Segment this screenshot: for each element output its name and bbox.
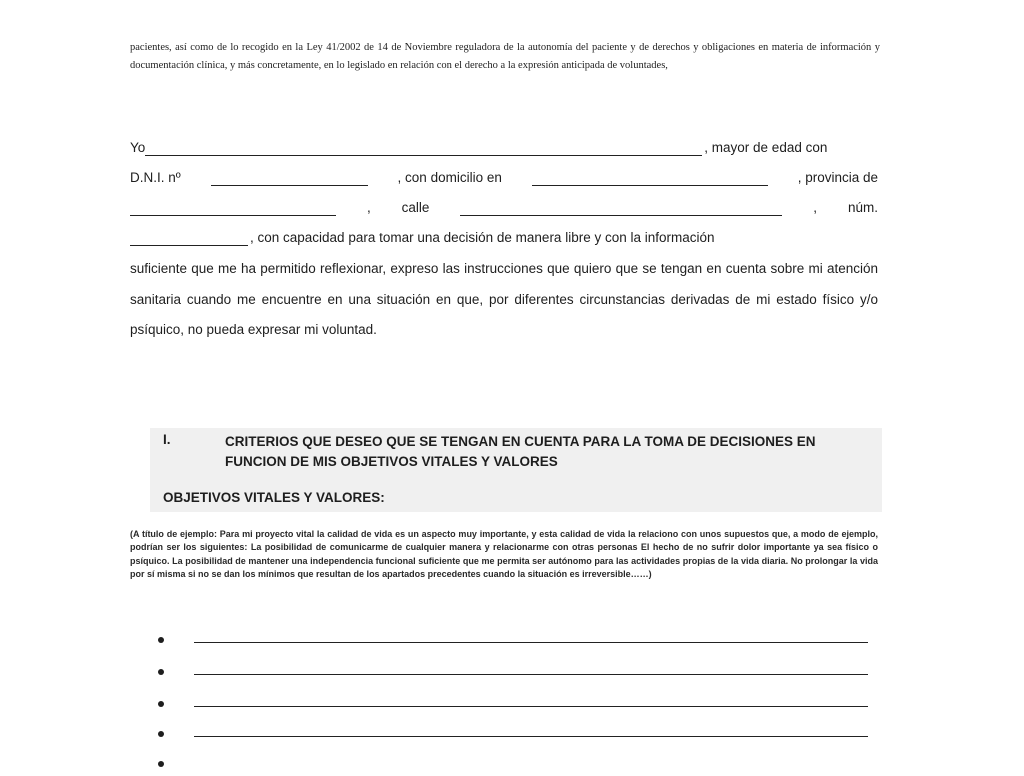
bullet-underline [194,642,868,643]
form-line-yo [130,138,878,156]
label-provincia: , provincia de [797,170,878,185]
provincia-field[interactable] [130,201,336,216]
form-line-dni [130,168,878,186]
num-field[interactable] [130,231,248,246]
section-subtitle: OBJETIVOS VITALES Y VALORES: [163,490,385,505]
label-yo: Yo [130,140,146,155]
bullet-underline [194,674,868,675]
form-paragraph: suficiente que me ha permitido reflexionar, expreso las instrucciones que quiero que se tengan en cuenta sobre mi atención sanitaria cuando me encuentre en una situación en que, por diferentes circunstancias derivadas de mi estado físico y/o psíquico, no pueda expresar mi voluntad. [130,261,878,337]
domicilio-field[interactable] [532,171,768,186]
calle-field[interactable] [460,201,782,216]
form-line-capacidad [130,228,878,246]
form-line-calle [130,198,878,216]
bullet-icon [158,637,164,643]
section-title: CRITERIOS QUE DESEO QUE SE TENGAN EN CUENTA PARA LA TOMA DE DECISIONES EN FUNCION DE MIS OBJETIVOS VITALES Y VALORES [225,434,816,469]
dni-field[interactable] [211,171,368,186]
bullet-icon [158,731,164,737]
label-dni: D.N.I. nº [130,170,181,185]
label-comma: , [366,200,371,215]
bullet-underline [194,706,868,707]
name-field[interactable] [145,141,702,156]
bullet-underline [194,736,868,737]
bullet-icon [158,669,164,675]
label-calle: calle [401,200,430,215]
bullet-line-3[interactable] [158,700,868,716]
bullet-line-1[interactable] [158,636,868,652]
bullet-icon [158,761,164,767]
bullet-icon [158,701,164,707]
label-comma-2: , [813,200,818,215]
label-num: núm. [847,200,878,215]
bullet-line-2[interactable] [158,668,868,684]
section-number: I. [163,432,171,447]
label-capacidad: , con capacidad para tomar una decisión de manera libre y con la información [250,230,715,245]
example-note: (A título de ejemplo: Para mi proyecto vital la calidad de vida es un aspecto muy importante, y esta calidad de vida la relaciono con unos supuestos que, a modo de ejemplo, podrían ser los siguientes: La posibilidad de comunicarme de cualquier manera y relacionarme con otras personas El hecho de no sufrir dolor importante ya sea físico o psíquico. La posibilidad de mantener una independencia funcional suficiente que me permita ser autónomo para las actividades propias de la vida diaria. No prolongar la vida por sí misma si no se dan los mínimos que resultan de los apartados precedentes cuando la situación es irreversible……) [130,529,878,580]
label-mayor-edad: , mayor de edad con [704,140,828,155]
intro-paragraph: pacientes, así como de lo recogido en la Ley 41/2002 de 14 de Noviembre reguladora de la autonomía del paciente y de derechos y obligaciones en materia de información y documentación clínica, y más concretamente, en lo legislado en relación con el derecho a la expresión anticipada de voluntades, [130,42,880,71]
bullet-line-4[interactable] [158,730,868,746]
bullet-line-5[interactable] [158,760,868,776]
label-domicilio: , con domicilio en [397,170,502,185]
